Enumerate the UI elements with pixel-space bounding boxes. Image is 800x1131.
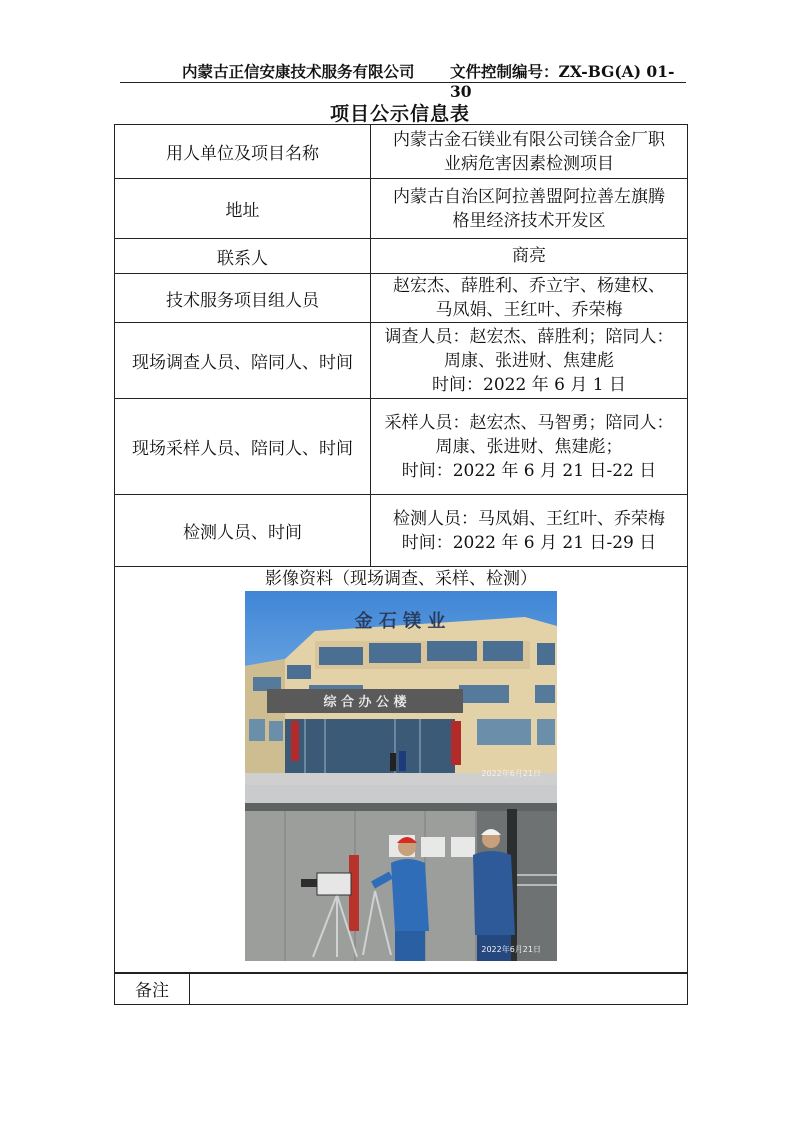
value-line: 商亮 — [512, 246, 546, 266]
photo-timestamp: 2022年6月21日 — [481, 769, 541, 778]
photo-building — [245, 591, 557, 785]
value-line: 周康、张进财、焦建彪 — [444, 350, 614, 371]
company-name: 内蒙古正信安康技术服务有限公司 — [182, 62, 415, 81]
row-label: 现场调查人员、陪同人、时间 — [115, 323, 371, 399]
page-header — [120, 56, 686, 101]
table-row — [115, 125, 688, 179]
value-line: 时间：2022 年 6 月 21 日-29 日 — [401, 532, 657, 553]
table-row — [115, 239, 688, 274]
remark-value — [190, 973, 688, 1005]
media-row — [115, 567, 688, 974]
value-line: 赵宏杰、薛胜利、乔立宇、杨建权、 — [393, 276, 665, 296]
page-title: 项目公示信息表 — [329, 103, 470, 125]
value-line: 业病危害因素检测项目 — [444, 153, 614, 174]
row-value — [371, 179, 688, 239]
value-line: 时间：2022 年 6 月 21 日-22 日 — [401, 460, 657, 481]
table-row — [115, 399, 688, 495]
row-label: 技术服务项目组人员 — [115, 274, 371, 323]
sampling-image — [245, 785, 557, 961]
table-row — [115, 179, 688, 239]
remark-row — [115, 973, 688, 1005]
value-line: 格里经济技术开发区 — [452, 210, 606, 231]
project-info-table — [114, 124, 688, 974]
row-value — [371, 274, 688, 323]
table-row — [115, 495, 688, 567]
value-line: 采样人员：赵宏杰、马智勇；陪同人： — [384, 412, 674, 433]
photo-sampling — [245, 785, 557, 961]
table-row — [115, 323, 688, 399]
value-line: 周康、张进财、焦建彪； — [435, 436, 623, 457]
value-line: 检测人员：马凤娟、王红叶、乔荣梅 — [393, 508, 665, 529]
value-line: 内蒙古金石镁业有限公司镁合金厂职 — [393, 129, 665, 150]
value-line: 内蒙古自治区阿拉善盟阿拉善左旗腾 — [393, 186, 665, 207]
table-row — [115, 274, 688, 323]
row-value — [371, 125, 688, 179]
building-sign-text: 综 合 办 公 楼 — [323, 695, 407, 710]
roof-sign-text: 金 石 镁 业 — [354, 611, 446, 632]
remark-label: 备注 — [115, 973, 190, 1005]
document-code: 文件控制编号：ZX-BG(A) 01-30 — [450, 62, 675, 101]
media-title: 影像资料（现场调查、采样、检测） — [265, 569, 537, 589]
row-value — [371, 495, 688, 567]
row-value — [371, 323, 688, 399]
row-label: 联系人 — [115, 239, 371, 274]
row-label: 用人单位及项目名称 — [115, 125, 371, 179]
row-value — [371, 239, 688, 274]
photo-timestamp: 2022年6月21日 — [481, 945, 541, 954]
value-line: 时间：2022 年 6 月 1 日 — [432, 374, 626, 395]
value-line: 调查人员：赵宏杰、薛胜利；陪同人： — [384, 326, 674, 347]
row-label: 现场采样人员、陪同人、时间 — [115, 399, 371, 495]
row-label: 地址 — [115, 179, 371, 239]
row-value — [371, 399, 688, 495]
building-image — [245, 591, 557, 785]
value-line: 马凤娟、王红叶、乔荣梅 — [435, 300, 623, 320]
media-cell — [115, 567, 688, 974]
remark-table — [114, 972, 688, 1005]
row-label: 检测人员、时间 — [115, 495, 371, 567]
